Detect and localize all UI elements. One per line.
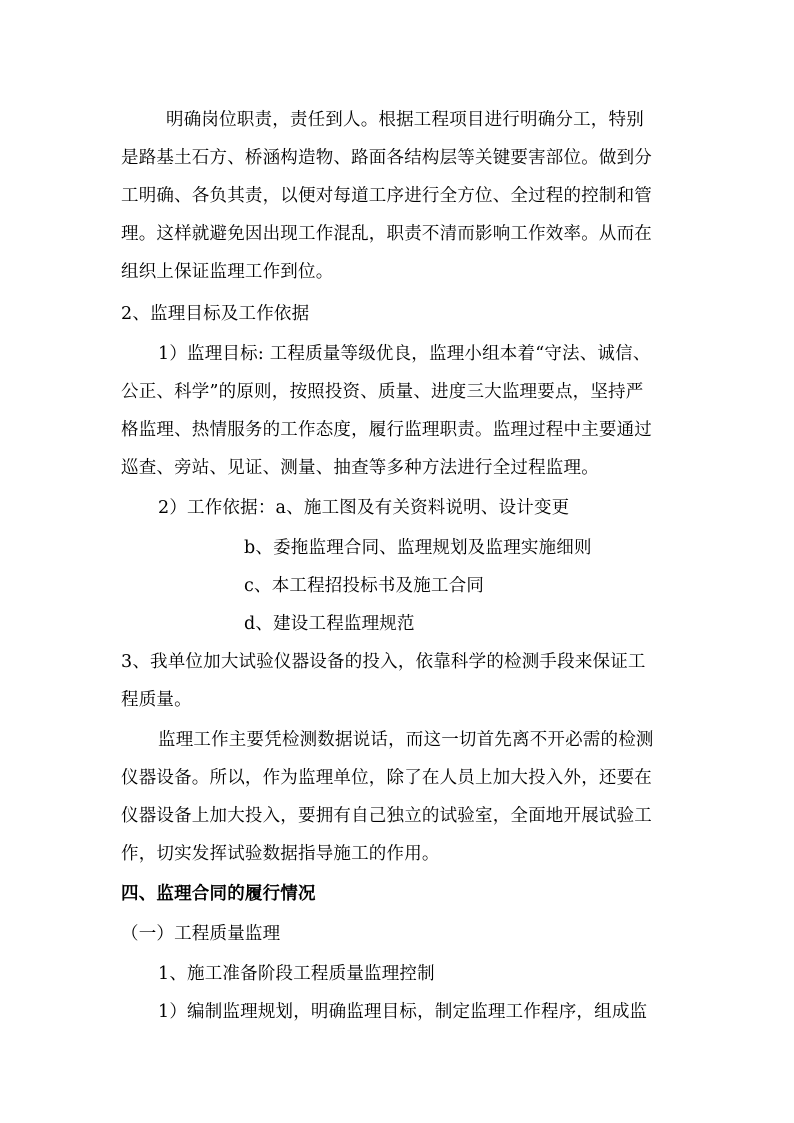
paragraph-line: 是路基土石方、桥涵构造物、路面各结构层等关键要害部位。做到分 [121,148,652,168]
section-heading-2: 2、监理目标及工作依据 [121,304,310,324]
paragraph-line: 仪器设备上加大投入，要拥有自己独立的试验室，全面地开展试验工 [121,806,652,826]
paragraph-line: 巡查、旁站、见证、测量、抽查等多种方法进行全过程监理。 [121,458,599,478]
basis-list-item: c、本工程招投标书及施工合同 [244,576,485,596]
basis-list-item: d、建设工程监理规范 [244,614,415,634]
paragraph-line: 仪器设备。所以，作为监理单位，除了在人员上加大投入外，还要在 [121,768,652,788]
paragraph-line: 作，切实发挥试验数据指导施工的作用。 [121,844,440,864]
paragraph-line: 工明确、各负其责，以便对每道工序进行全方位、全过程的控制和管 [121,186,652,206]
paragraph-line: 1）监理目标: 工程质量等级优良，监理小组本着“守法、诚信、 [158,344,651,364]
paragraph-line: 公正、科学”的原则，按照投资、质量、进度三大监理要点，坚持严 [121,382,644,402]
subsection-title: （一）工程质量监理 [121,924,281,944]
paragraph-line: 监理工作主要凭检测数据说话，而这一切首先离不开必需的检测 [158,730,654,750]
paragraph-line: 格监理、热情服务的工作态度，履行监理职责。监理过程中主要通过 [121,420,652,440]
paragraph-line: 理。这样就避免因出现工作混乱，职责不清而影响工作效率。从而在 [121,224,652,244]
basis-lead-line: 2）工作依据：a、施工图及有关资料说明、设计变更 [158,498,570,518]
section-heading-3: 3、我单位加大试验仪器设备的投入，依靠科学的检测手段来保证工 [121,652,646,672]
section-heading-3: 程质量。 [121,690,192,710]
paragraph-line: 1）编制监理规划，明确监理目标，制定监理工作程序，组成监 [158,1002,648,1022]
paragraph-line: 组织上保证监理工作到位。 [121,262,334,282]
paragraph-line: 明确岗位职责，责任到人。根据工程项目进行明确分工，特别 [166,110,644,130]
basis-list-item: b、委拖监理合同、监理规划及监理实施细则 [244,538,592,558]
item-title: 1、施工准备阶段工程质量监理控制 [158,964,435,984]
section-title-4: 四、监理合同的履行情况 [121,884,316,904]
